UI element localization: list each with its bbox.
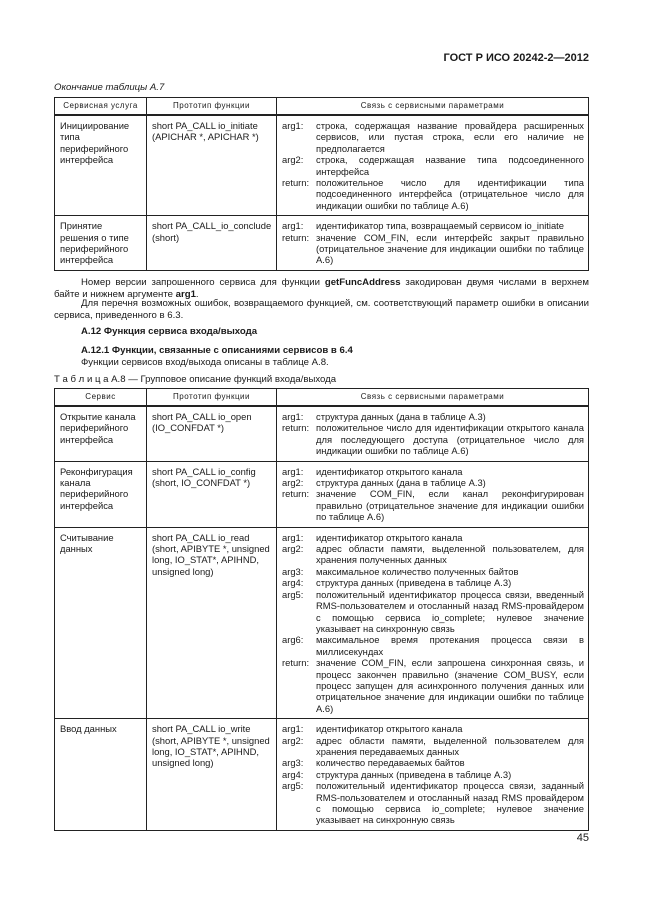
parameter-key: arg4: (282, 768, 304, 780)
parameter-description: структура данных (дана в таблице А.3) (316, 477, 486, 489)
page-number: 45 (576, 832, 589, 844)
parameters-cell (277, 527, 589, 719)
parameter-key: return: (282, 231, 310, 243)
caption-title: А.8 — Групповое описание функций входа/выхода (108, 374, 337, 385)
argument-name: arg1 (175, 289, 196, 300)
parameter-description: максимальное количество полученных байтов (316, 565, 519, 577)
parameter-description: положительное число для идентификации открытого канала для последующего доступа (отрицательное число для индикации ошибки по таблице А.6) (316, 422, 584, 457)
parameter-description: значение COM_FIN, если канал реконфигурирован правильно (отрицательное значение для индикации ошибки по таблице А.6) (316, 488, 584, 523)
parameter-list (282, 466, 584, 523)
text-run: . (195, 289, 199, 300)
parameters-cell (277, 115, 589, 216)
parameter-description: структура данных (приведена в таблице А.3) (316, 768, 512, 780)
parameter-description: максимальное время протекания процесса связи в миллисекундах (316, 634, 584, 657)
parameters-cell (277, 719, 589, 831)
service-cell: Считывание данных (55, 527, 147, 719)
table-a8 (54, 388, 589, 831)
parameter-list (282, 411, 584, 457)
parameters-cell (277, 406, 589, 461)
parameter-description: структура данных (приведена в таблице А.3) (316, 577, 512, 589)
parameter-key: arg3: (282, 565, 304, 577)
column-header: Сервис (55, 389, 147, 407)
parameter-description: идентификатор открытого канала (316, 531, 463, 543)
service-cell: Инициирование типа периферийного интерфейса (55, 115, 147, 216)
table-a7-caption: Окончание таблицы А.7 (54, 82, 165, 93)
parameter-key: arg2: (282, 734, 304, 746)
parameter-list (282, 532, 584, 715)
prototype-cell: short PA_CALL io_initiate (APICHAR *, APICHAR *) (147, 115, 277, 216)
column-header: Прототип функции (147, 98, 277, 116)
parameter-description: адрес области памяти, выделенной пользователем для хранения передаваемых данных (316, 734, 584, 757)
parameter-key: arg2: (282, 477, 304, 489)
table-row (55, 527, 589, 719)
service-cell: Открытие канала периферийного интерфейса (55, 406, 147, 461)
parameter-key: arg1: (282, 120, 304, 131)
parameter-key: arg4: (282, 577, 304, 589)
parameter-key: arg5: (282, 588, 304, 600)
parameter-key: return: (282, 422, 310, 434)
parameter-key: arg1: (282, 465, 304, 477)
parameter-description: значение COM_FIN, если запрошена синхронная связь, и процесс закончен правильно (значение COM_BUSY, если процесс запущен для асинхронного получения данных или отрицательное значение для индикации ошибки по таблице А.6) (316, 657, 584, 714)
paragraph-intro: Функции сервисов вход/выхода описаны в таблице А.8. (81, 357, 329, 368)
caption-label: Т а б л и ц а (54, 374, 109, 385)
parameter-list (282, 723, 584, 826)
parameter-key: arg1: (282, 220, 304, 232)
table-row (55, 719, 589, 831)
function-name: getFuncAddress (324, 277, 401, 288)
service-cell: Ввод данных (55, 719, 147, 831)
service-cell: Принятие решения о типе периферийного интерфейса (55, 216, 147, 271)
service-cell: Реконфигурация канала периферийного интерфейса (55, 461, 147, 527)
parameter-key: arg5: (282, 780, 304, 792)
parameter-description: строка, содержащая название типа подсоединенного интерфейса (316, 154, 584, 177)
parameter-description: структура данных (дана в таблице А.3) (316, 411, 486, 422)
prototype-cell: short PA_CALL io_write (short, APIBYTE *, unsigned long, IO_STAT*, APIHND, unsigned long) (147, 719, 277, 831)
parameter-list (282, 220, 584, 266)
parameter-key: arg1: (282, 411, 304, 422)
parameter-description: адрес области памяти, выделенной пользователем, для хранения полученных данных (316, 543, 584, 566)
parameter-key: arg1: (282, 723, 304, 735)
table-a8-caption (54, 374, 336, 385)
column-header: Связь с сервисными параметрами (277, 389, 589, 407)
parameter-key: arg1: (282, 531, 304, 543)
parameter-description: значение COM_FIN, если интерфейс закрыт правильно (отрицательное значение для индикации ошибки по таблице А.6) (316, 231, 584, 266)
parameter-key: arg6: (282, 634, 304, 646)
parameter-key: return: (282, 488, 310, 500)
parameter-key: arg3: (282, 757, 304, 769)
table-row (55, 461, 589, 527)
parameters-cell (277, 216, 589, 271)
prototype-cell: short PA_CALL io_open (IO_CONFDAT *) (147, 406, 277, 461)
parameter-key: return: (282, 657, 310, 669)
text-run: закодирован двумя числами в верхнем байте и нижнем аргументе (54, 277, 589, 300)
section-heading: А.12 Функция сервиса входа/выхода (81, 326, 258, 337)
column-header: Сервисная услуга (55, 98, 147, 116)
standard-number: ГОСТ Р ИСО 20242-2—2012 (443, 52, 589, 64)
column-header: Прототип функции (147, 389, 277, 407)
prototype-cell: short PA_CALL io_read (short, APIBYTE *, unsigned long, IO_STAT*, APIHND, unsigned long) (147, 527, 277, 719)
parameter-description: положительное число для идентификации типа подсоединенного интерфейса (отрицательное число для индикации ошибки по таблице А.6) (316, 177, 584, 211)
paragraph-errors: Для перечня возможных ошибок, возвращаемого функцией, см. соответствующий параметр ошибки в описании сервиса, приведенного в 6.3. (54, 298, 589, 321)
parameter-list (282, 120, 584, 211)
prototype-cell: short PA_CALL io_config (short, IO_CONFDAT *) (147, 461, 277, 527)
table-row (55, 216, 589, 271)
text-run: Номер версии запрошенного сервиса для функции (81, 277, 325, 288)
parameter-description: количество передаваемых байтов (316, 757, 465, 769)
parameter-description: идентификатор типа, возвращаемый сервисом io_initiate (316, 220, 565, 232)
parameter-description: положительный идентификатор процесса связи, введенный RMS-пользователем и отосланный назад RMS-провайдером с помощью сервиса io_complete; нулевое значение указывает на синхронную связь (316, 588, 584, 634)
parameter-key: arg2: (282, 543, 304, 555)
parameter-description: строка, содержащая название провайдера расширенных сервисов, или пустая строка, если его наличие не предполагается (316, 120, 584, 154)
parameters-cell (277, 461, 589, 527)
table-row (55, 406, 589, 461)
parameter-key: return: (282, 177, 310, 189)
table-a7 (54, 97, 589, 271)
column-header: Связь с сервисными параметрами (277, 98, 589, 116)
parameter-description: положительный идентификатор процесса связи, заданный RMS-пользователем и отосланный назад RMS провайдером с помощью сервиса io_complete; нулевое значение указывает на синхронную связь (316, 780, 584, 826)
parameter-description: идентификатор открытого канала (316, 465, 463, 477)
parameter-description: идентификатор открытого канала (316, 723, 463, 735)
parameter-key: arg2: (282, 154, 304, 166)
subsection-heading: А.12.1 Функции, связанные с описаниями сервисов в 6.4 (81, 345, 353, 356)
table-row (55, 115, 589, 216)
prototype-cell: short PA_CALL_io_conclude (short) (147, 216, 277, 271)
